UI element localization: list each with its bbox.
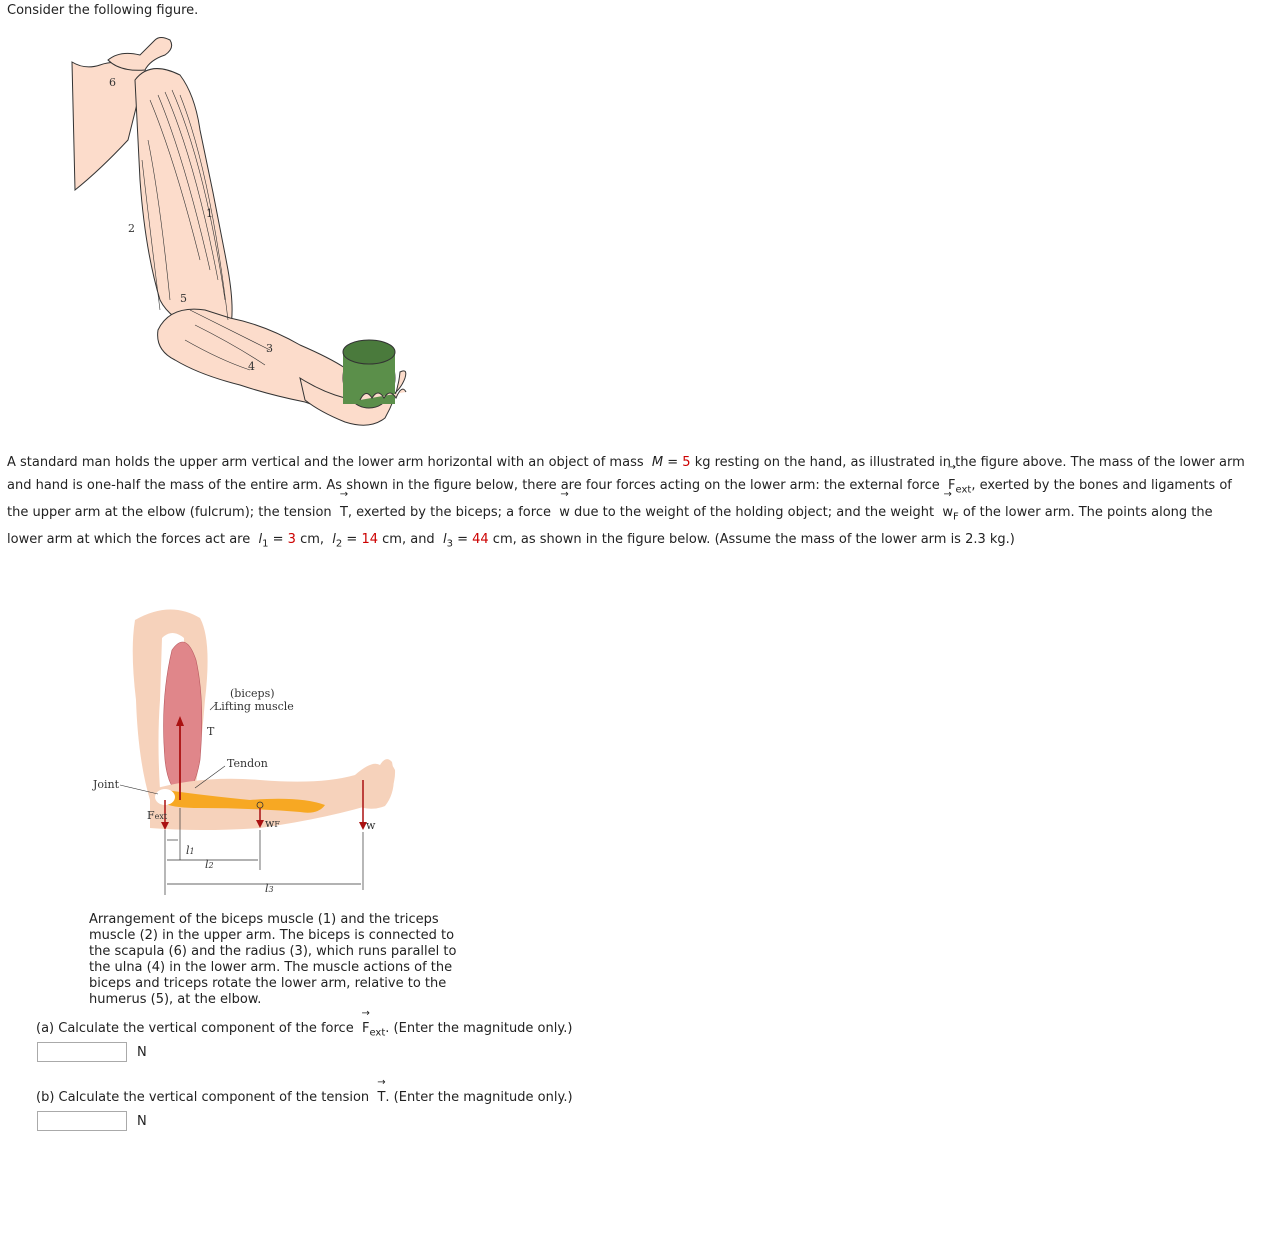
wf-label: wF bbox=[265, 817, 280, 830]
tension-vector: → T bbox=[340, 502, 348, 525]
problem-statement: A standard man holds the upper arm vertical and the lower arm horizontal with an object of mass M = 5 kg resting on the hand, as illustrated in the figure above. The mass of the lower arm and hand is one-half the mass of the entire arm. As shown in the figure below, there are four forces acting on the lower arm: the external force → $F_{ext}$, exerted by the bones and ligaments of the upper arm at the elbow (fulcrum); the tension → T, exerted by the biceps; a force → w due to the weight of the holding object; and the weight → $w_F$ of the lower arm. The points along the lower arm at which the forces act are $l_1 = 3$ cm, $l_2 = 14$ cm, and $l_3 = 44$ cm, as shown in the figure below. (Assume the mass of the lower arm is 2.3 kg.) bbox=[7, 452, 1247, 556]
biceps-muscle bbox=[164, 642, 202, 795]
figure-caption: Arrangement of the biceps muscle (1) and the triceps muscle (2) in the upper arm. The biceps is connected to the scapula (6) and the radius (3), which runs parallel to the ulna (4) in the lower arm. The muscle actions of the biceps and triceps rotate the lower arm, relative to the humerus (5), at the elbow. bbox=[89, 912, 457, 1007]
label-1: 1 bbox=[206, 207, 213, 220]
lifting-muscle-label: Lifting muscle bbox=[214, 700, 294, 713]
label-4: 4 bbox=[248, 360, 255, 373]
answer-a-input[interactable] bbox=[37, 1042, 127, 1062]
object-top bbox=[343, 340, 395, 364]
biceps-label: (biceps) bbox=[230, 687, 275, 700]
force-diagram-figure bbox=[88, 600, 408, 900]
question-a: (a) Calculate the vertical component of the force → $F_{ext}$. (Enter the magnitude only.) bbox=[36, 1021, 572, 1039]
l3-label: l3 bbox=[265, 882, 274, 895]
fext-vector-a: → F bbox=[362, 1021, 369, 1036]
l1-label: l1 bbox=[186, 844, 195, 857]
label-5: 5 bbox=[180, 292, 187, 305]
answer-b-input[interactable] bbox=[37, 1111, 127, 1131]
mass-value: 5 bbox=[682, 455, 691, 470]
hand-outline bbox=[355, 759, 394, 809]
unit-b: N bbox=[137, 1114, 147, 1129]
joint-label: Joint bbox=[93, 778, 120, 791]
arm-anatomy-figure bbox=[60, 28, 420, 438]
tension-label: T bbox=[207, 725, 215, 738]
tendon-label: Tendon bbox=[227, 757, 268, 770]
tension-vector-b: → T bbox=[377, 1090, 385, 1105]
scapula-shape bbox=[108, 38, 172, 71]
fext-vector: → F bbox=[948, 475, 955, 498]
unit-a: N bbox=[137, 1045, 147, 1060]
label-6: 6 bbox=[109, 76, 116, 89]
label-2: 2 bbox=[128, 222, 135, 235]
l3-value: 44 bbox=[472, 531, 489, 547]
l1-value: 3 bbox=[287, 531, 296, 547]
label-3: 3 bbox=[266, 342, 273, 355]
weight-vector: → w bbox=[559, 502, 570, 525]
fext-label: Fext bbox=[147, 809, 168, 822]
intro-text: Consider the following figure. bbox=[7, 3, 199, 18]
question-b: (b) Calculate the vertical component of the tension → T. (Enter the magnitude only.) bbox=[36, 1090, 573, 1105]
wf-vector: → w bbox=[942, 502, 953, 525]
l2-value: 14 bbox=[361, 531, 379, 547]
w-label: w bbox=[366, 819, 376, 832]
l2-label: l2 bbox=[205, 858, 214, 871]
